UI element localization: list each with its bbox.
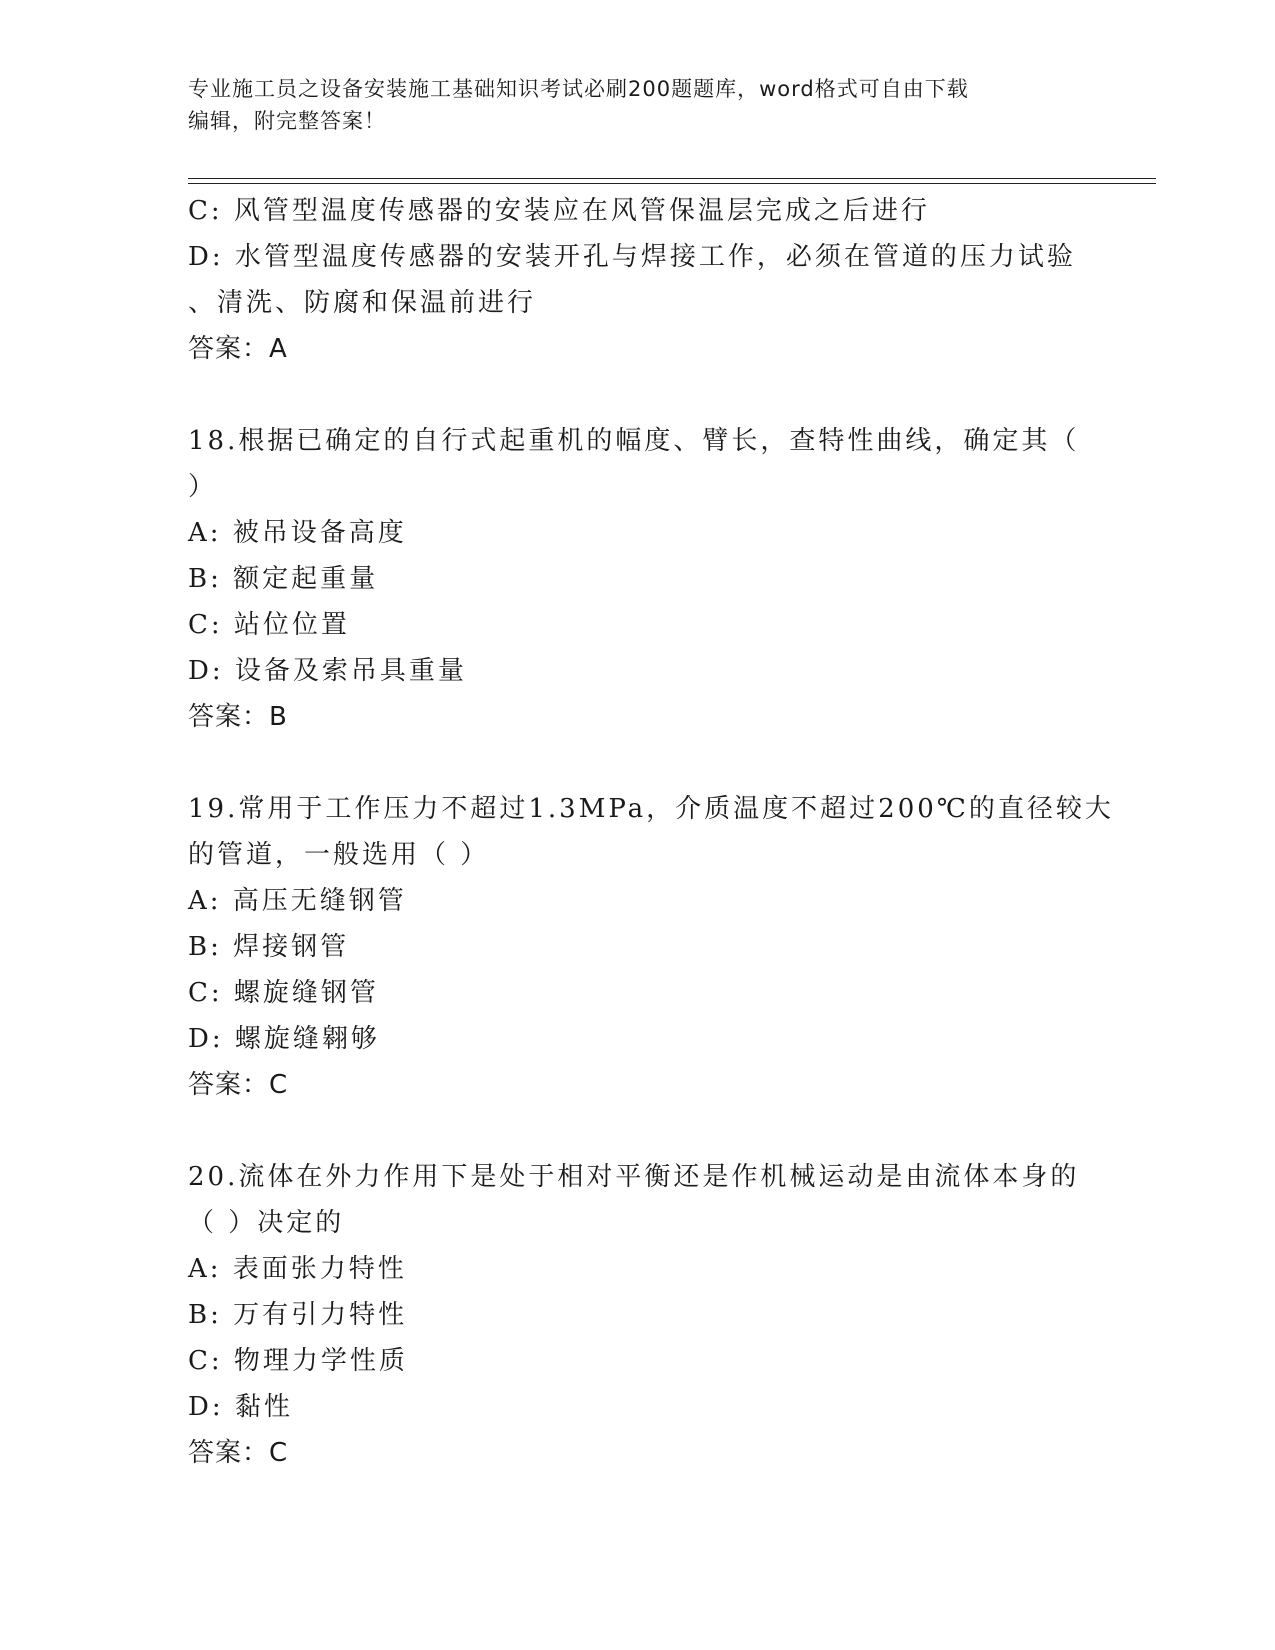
question-stem-line-1: 18.根据已确定的自行式起重机的幅度、臂长，查特性曲线，确定其（	[188, 426, 1080, 456]
question-stem-line-1: 20.流体在外力作用下是处于相对平衡还是作机械运动是由流体本身的	[188, 1162, 1080, 1192]
document-header	[188, 73, 1068, 137]
question-stem-line-2: ）	[188, 472, 218, 502]
option-c: C: 站位位置	[188, 610, 350, 640]
option-d: D: 螺旋缝翱够	[188, 1024, 380, 1054]
question-17-tail	[188, 188, 1088, 372]
header-line-1: 专业施工员之设备安装施工基础知识考试必刷200题题库，word格式可自由下载	[188, 77, 969, 101]
option-a: A: 被吊设备高度	[188, 518, 407, 548]
option-c: C: 螺旋缝钢管	[188, 978, 379, 1008]
option-a: A: 表面张力特性	[188, 1254, 407, 1284]
question-18	[188, 418, 1088, 740]
option-b: B: 万有引力特性	[188, 1300, 408, 1330]
option-a: A: 高压无缝钢管	[188, 886, 407, 916]
option-d: D: 黏性	[188, 1392, 293, 1422]
question-19	[188, 786, 1114, 1108]
header-divider-bottom	[188, 183, 1156, 184]
option-c: C: 物理力学性质	[188, 1346, 408, 1376]
question-stem-line-2: 的管道，一般选用（ ）	[188, 840, 490, 870]
question-20	[188, 1154, 1088, 1476]
answer: 答案：B	[188, 702, 288, 732]
option-d: D: 设备及索吊具重量	[188, 656, 467, 686]
question-stem-line-1: 19.常用于工作压力不超过1.3MPa，介质温度不超过200℃的直径较大	[188, 794, 1114, 824]
header-divider-top	[188, 178, 1156, 179]
answer: 答案：A	[188, 334, 288, 364]
question-stem-line-2: （ ）决定的	[188, 1208, 345, 1238]
option-c: C: 风管型温度传感器的安装应在风管保温层完成之后进行	[188, 196, 930, 226]
option-d-line-2: 、清洗、防腐和保温前进行	[188, 288, 537, 318]
option-b: B: 额定起重量	[188, 564, 379, 594]
header-line-2: 编辑，附完整答案！	[188, 109, 386, 133]
answer: 答案：C	[188, 1438, 289, 1468]
answer: 答案：C	[188, 1070, 289, 1100]
option-b: B: 焊接钢管	[188, 932, 350, 962]
question-list	[188, 188, 1114, 1476]
option-d-line-1: D: 水管型温度传感器的安装开孔与焊接工作，必须在管道的压力试验	[188, 242, 1076, 272]
